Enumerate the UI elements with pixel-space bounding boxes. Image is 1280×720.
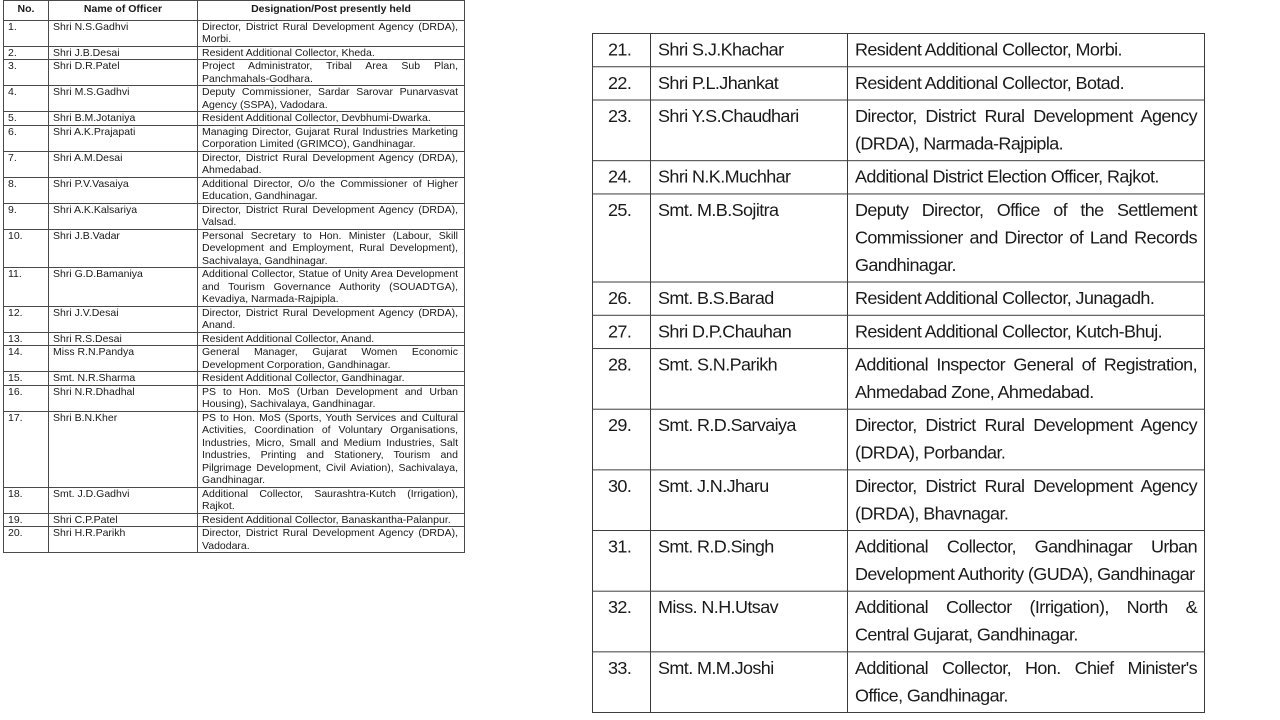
row-number: 28. [593, 349, 651, 410]
table-row [593, 409, 1205, 470]
designation: Resident Additional Collector, Anand. [198, 332, 465, 346]
designation: Resident Additional Collector, Banaskantha-Palanpur. [198, 513, 465, 527]
designation: Resident Additional Collector, Kutch-Bhuj. [848, 315, 1205, 348]
row-number: 24. [593, 161, 651, 194]
designation: Deputy Commissioner, Sardar Sarovar Punarvasvat Agency (SSPA), Vadodara. [198, 86, 465, 112]
officer-name: Shri A.K.Prajapati [49, 125, 198, 151]
table-row [4, 125, 465, 151]
designation: Director, District Rural Development Agency (DRDA), Morbi. [198, 20, 465, 46]
table-row [593, 100, 1205, 161]
officer-name: Shri R.S.Desai [49, 332, 198, 346]
table-row [4, 372, 465, 386]
officer-name: Shri M.S.Gadhvi [49, 86, 198, 112]
right-table-body [593, 33, 1205, 712]
designation: Resident Additional Collector, Junagadh. [848, 282, 1205, 315]
officer-name: Shri A.K.Kalsariya [49, 203, 198, 229]
designation: Resident Additional Collector, Botad. [848, 67, 1205, 100]
officer-name: Shri G.D.Bamaniya [49, 268, 198, 307]
row-number: 20. [4, 527, 49, 553]
table-row [4, 151, 465, 177]
table-row [4, 346, 465, 372]
left-table-body [4, 20, 465, 553]
officer-name: Shri B.N.Kher [49, 411, 198, 487]
header-no: No. [4, 1, 49, 21]
table-row [4, 112, 465, 126]
table-row [593, 470, 1205, 531]
officer-name: Shri C.P.Patel [49, 513, 198, 527]
table-row [593, 33, 1205, 66]
officer-name: Shri S.J.Khachar [651, 33, 848, 66]
table-row [4, 60, 465, 86]
table-row [4, 229, 465, 268]
officer-name: Shri P.L.Jhankat [651, 67, 848, 100]
row-number: 5. [4, 112, 49, 126]
designation: Resident Additional Collector, Kheda. [198, 46, 465, 60]
row-number: 7. [4, 151, 49, 177]
officer-name: Miss R.N.Pandya [49, 346, 198, 372]
page-footer-text-cutoff [542, 708, 1242, 720]
officer-name: Shri A.M.Desai [49, 151, 198, 177]
table-header-row [4, 1, 465, 21]
row-number: 3. [4, 60, 49, 86]
row-number: 19. [4, 513, 49, 527]
row-number: 16. [4, 385, 49, 411]
designation: PS to Hon. MoS (Urban Development and Urban Housing), Sachivalaya, Gandhinagar. [198, 385, 465, 411]
table-row [4, 268, 465, 307]
header-designation: Designation/Post presently held [198, 1, 465, 21]
designation: Additional Collector, Gandhinagar Urban Development Authority (GUDA), Gandhinagar [848, 531, 1205, 592]
officer-name: Smt. M.M.Joshi [651, 652, 848, 713]
table-row [4, 86, 465, 112]
row-number: 30. [593, 470, 651, 531]
officer-name: Smt. S.N.Parikh [651, 349, 848, 410]
officer-name: Shri N.R.Dhadhal [49, 385, 198, 411]
designation: Additional Inspector General of Registration, Ahmedabad Zone, Ahmedabad. [848, 349, 1205, 410]
officer-name: Shri N.K.Muchhar [651, 161, 848, 194]
officer-name: Miss. N.H.Utsav [651, 591, 848, 652]
row-number: 1. [4, 20, 49, 46]
designation: Director, District Rural Development Agency (DRDA), Porbandar. [848, 409, 1205, 470]
designation: Project Administrator, Tribal Area Sub Plan, Panchmahals-Godhara. [198, 60, 465, 86]
officer-name: Shri D.R.Patel [49, 60, 198, 86]
officer-name: Shri J.B.Vadar [49, 229, 198, 268]
table-row [4, 513, 465, 527]
designation: Resident Additional Collector, Gandhinagar. [198, 372, 465, 386]
officer-name: Shri N.S.Gadhvi [49, 20, 198, 46]
row-number: 22. [593, 67, 651, 100]
row-number: 10. [4, 229, 49, 268]
designation: Deputy Director, Office of the Settlement Commissioner and Director of Land Records Gandhinagar. [848, 194, 1205, 282]
designation: Additional Director, O/o the Commissioner of Higher Education, Gandhinagar. [198, 177, 465, 203]
designation: Additional Collector, Saurashtra-Kutch (Irrigation), Rajkot. [198, 487, 465, 513]
officer-name: Shri D.P.Chauhan [651, 315, 848, 348]
row-number: 9. [4, 203, 49, 229]
officer-name: Smt. M.B.Sojitra [651, 194, 848, 282]
designation: General Manager, Gujarat Women Economic Development Corporation, Gandhinagar. [198, 346, 465, 372]
designation: Resident Additional Collector, Morbi. [848, 33, 1205, 66]
designation: Additional Collector, Hon. Chief Minister's Office, Gandhinagar. [848, 652, 1205, 713]
table-row [4, 20, 465, 46]
row-number: 25. [593, 194, 651, 282]
officer-name: Shri H.R.Parikh [49, 527, 198, 553]
designation: Director, District Rural Development Agency (DRDA), Bhavnagar. [848, 470, 1205, 531]
row-number: 31. [593, 531, 651, 592]
table-row [4, 332, 465, 346]
row-number: 27. [593, 315, 651, 348]
designation: Managing Director, Gujarat Rural Industries Marketing Corporation Limited (GRIMCO), Gandhinagar. [198, 125, 465, 151]
officer-name: Smt. R.D.Singh [651, 531, 848, 592]
row-number: 12. [4, 306, 49, 332]
officer-name: Smt. J.N.Jharu [651, 470, 848, 531]
row-number: 14. [4, 346, 49, 372]
designation: Director, District Rural Development Agency (DRDA), Valsad. [198, 203, 465, 229]
row-number: 13. [4, 332, 49, 346]
officer-name: Smt. J.D.Gadhvi [49, 487, 198, 513]
table-row [4, 306, 465, 332]
table-row [593, 315, 1205, 348]
designation: Resident Additional Collector, Devbhumi-Dwarka. [198, 112, 465, 126]
designation: Personal Secretary to Hon. Minister (Labour, Skill Development and Employment, Rural Development), Sachivalaya, Gandhinagar. [198, 229, 465, 268]
designation: Additional District Election Officer, Rajkot. [848, 161, 1205, 194]
row-number: 17. [4, 411, 49, 487]
table-row [593, 282, 1205, 315]
row-number: 2. [4, 46, 49, 60]
row-number: 11. [4, 268, 49, 307]
table-row [593, 161, 1205, 194]
table-row [4, 203, 465, 229]
designation: Director, District Rural Development Agency (DRDA), Vadodara. [198, 527, 465, 553]
designation: Additional Collector (Irrigation), North & Central Gujarat, Gandhinagar. [848, 591, 1205, 652]
table-row [593, 531, 1205, 592]
row-number: 8. [4, 177, 49, 203]
table-row [4, 527, 465, 553]
row-number: 26. [593, 282, 651, 315]
designation: Additional Collector, Statue of Unity Area Development and Tourism Governance Authority (SOUADTGA), Kevadiya, Narmada-Rajpipla. [198, 268, 465, 307]
officer-name: Shri B.M.Jotaniya [49, 112, 198, 126]
designation: Director, District Rural Development Agency (DRDA), Anand. [198, 306, 465, 332]
officer-name: Shri J.V.Desai [49, 306, 198, 332]
table-row [4, 46, 465, 60]
table-row [593, 194, 1205, 282]
row-number: 6. [4, 125, 49, 151]
table-row [4, 487, 465, 513]
table-row [593, 652, 1205, 713]
officer-name: Smt. R.D.Sarvaiya [651, 409, 848, 470]
officer-name: Shri J.B.Desai [49, 46, 198, 60]
officer-name: Shri Y.S.Chaudhari [651, 100, 848, 161]
officer-table-right [592, 33, 1205, 713]
row-number: 4. [4, 86, 49, 112]
officer-table-left [3, 0, 465, 553]
row-number: 23. [593, 100, 651, 161]
officer-name: Shri P.V.Vasaiya [49, 177, 198, 203]
table-row [4, 177, 465, 203]
row-number: 18. [4, 487, 49, 513]
row-number: 29. [593, 409, 651, 470]
designation: PS to Hon. MoS (Sports, Youth Services and Cultural Activities, Coordination of Voluntary Organisations, Industries, Micro, Small and Medium Industries, Salt Industries, Printing and Stationery, Tourism and Pilgrimage Development, Civil Aviation), Sachivalaya, Gandhinagar. [198, 411, 465, 487]
table-row [593, 349, 1205, 410]
officer-name: Smt. N.R.Sharma [49, 372, 198, 386]
table-row [4, 411, 465, 487]
designation: Director, District Rural Development Agency (DRDA), Narmada-Rajpipla. [848, 100, 1205, 161]
officer-name: Smt. B.S.Barad [651, 282, 848, 315]
row-number: 21. [593, 33, 651, 66]
row-number: 15. [4, 372, 49, 386]
row-number: 32. [593, 591, 651, 652]
table-row [593, 67, 1205, 100]
table-row [593, 591, 1205, 652]
row-number: 33. [593, 652, 651, 713]
designation: Director, District Rural Development Agency (DRDA), Ahmedabad. [198, 151, 465, 177]
table-row [4, 385, 465, 411]
header-name: Name of Officer [49, 1, 198, 21]
